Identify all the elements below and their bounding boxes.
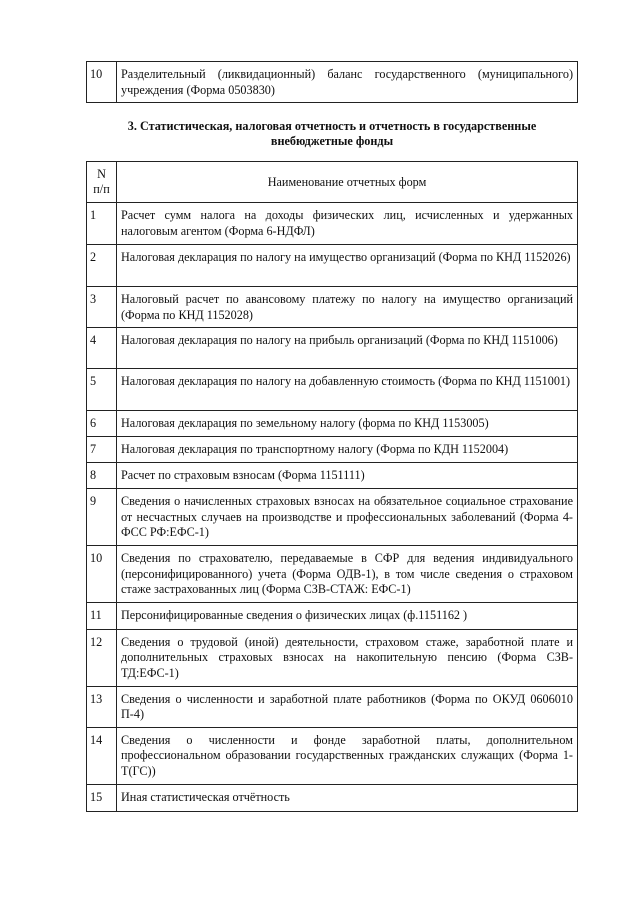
row-text: Сведения о численности и фонде заработной платы, дополнительном профессиональном образовании государственных гражданских служащих (Форма 1-Т(ГС)) [117, 727, 578, 784]
row-text: Персонифицированные сведения о физических лицах (ф.1151162 ) [117, 602, 578, 629]
table-row [87, 546, 578, 603]
row-text: Расчет по страховым взносам (Форма 1151111) [117, 463, 578, 489]
row-number: 11 [87, 602, 117, 629]
header-number [87, 162, 117, 203]
row-number: 10 [87, 62, 117, 103]
row-text: Налоговая декларация по налогу на прибыль организаций (Форма по КНД 1151006) [117, 328, 578, 369]
table-row [87, 602, 578, 629]
table-row [87, 784, 578, 811]
row-number: 1 [87, 203, 117, 245]
table-header-row [87, 162, 578, 203]
top-table [86, 61, 578, 103]
row-text: Сведения о начисленных страховых взносах на обязательное социальное страхование от несчастных случаев на производстве и профессиональных заболеваний (Форма 4-ФСС РФ:ЕФС-1) [117, 489, 578, 546]
row-text: Сведения по страхователю, передаваемые в СФР для ведения индивидуального (персонифицированного) учета (Форма ОДВ-1), в том числе сведения о страховом стаже застрахованных лиц (Форма СЗВ-СТАЖ: ЕФС-1) [117, 546, 578, 603]
table-row [87, 489, 578, 546]
header-number-part: N [97, 166, 106, 181]
table-row [87, 727, 578, 784]
row-number: 7 [87, 437, 117, 463]
row-number: 9 [87, 489, 117, 546]
header-name: Наименование отчетных форм [117, 162, 578, 203]
table-row [87, 369, 578, 411]
report-forms-table [86, 161, 578, 812]
header-number-part: п/п [93, 182, 110, 196]
row-number: 2 [87, 245, 117, 287]
section-title: 3. Статистическая, налоговая отчетность и отчетность в государственные внебюджетные фонды [127, 119, 537, 148]
row-number: 13 [87, 686, 117, 727]
table-row [87, 686, 578, 727]
row-text: Налоговая декларация по налогу на добавленную стоимость (Форма по КНД 1151001) [117, 369, 578, 411]
table-row [87, 411, 578, 437]
row-number: 4 [87, 328, 117, 369]
table-row [87, 203, 578, 245]
table-row [87, 437, 578, 463]
row-number: 8 [87, 463, 117, 489]
table-row [87, 629, 578, 686]
table-row [87, 287, 578, 328]
row-number: 14 [87, 727, 117, 784]
table-row [87, 463, 578, 489]
row-text: Налоговая декларация по транспортному налогу (Форма по КДН 1152004) [117, 437, 578, 463]
row-text: Налоговый расчет по авансовому платежу по налогу на имущество организаций (Форма по КНД 1152028) [117, 287, 578, 328]
row-text: Разделительный (ликвидационный) баланс государственного (муниципального) учреждения (Форма 0503830) [117, 62, 578, 103]
row-text: Иная статистическая отчётность [117, 784, 578, 811]
row-text: Сведения о численности и заработной плате работников (Форма по ОКУД 0606010 П-4) [117, 686, 578, 727]
row-number: 5 [87, 369, 117, 411]
row-number: 10 [87, 546, 117, 603]
row-text: Налоговая декларация по налогу на имущество организаций (Форма по КНД 1152026) [117, 245, 578, 287]
row-text: Расчет сумм налога на доходы физических лиц, исчисленных и удержанных налоговым агентом (Форма 6-НДФЛ) [117, 203, 578, 245]
row-number: 12 [87, 629, 117, 686]
row-text: Налоговая декларация по земельному налогу (форма по КНД 1153005) [117, 411, 578, 437]
row-number: 3 [87, 287, 117, 328]
header-number-label [93, 167, 109, 197]
row-text: Сведения о трудовой (иной) деятельности, страховом стаже, заработной плате и дополнительных страховых взносах на накопительную пенсию (Форма СЗВ-ТД:ЕФС-1) [117, 629, 578, 686]
row-number: 6 [87, 411, 117, 437]
row-number: 15 [87, 784, 117, 811]
table-row [87, 62, 578, 103]
table-row [87, 328, 578, 369]
table-row [87, 245, 578, 287]
